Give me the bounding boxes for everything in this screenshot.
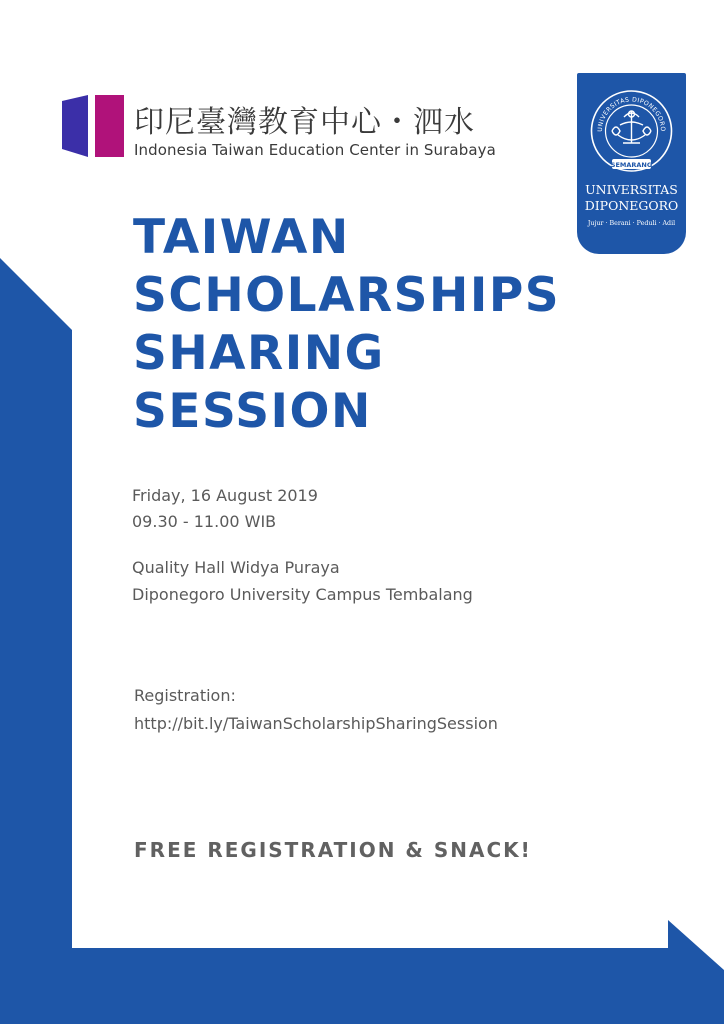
undip-motto: Jujur · Berani · Peduli · Adil <box>587 220 676 227</box>
free-registration-note: FREE REGISTRATION & SNACK! <box>134 838 532 862</box>
registration-label: Registration: <box>134 686 236 705</box>
event-venue-line1: Quality Hall Widya Puraya <box>132 558 340 577</box>
undip-name-line2: DIPONEGORO <box>584 198 679 213</box>
ited-logo <box>62 95 512 165</box>
registration-link[interactable]: http://bit.ly/TaiwanScholarshipSharingSession <box>134 714 498 733</box>
seal-city-text: SEMARANG <box>610 161 653 169</box>
title-line-1: TAIWAN <box>133 210 350 265</box>
seal-ring-text: UNIVERSITAS DIPONEGORO <box>596 96 667 132</box>
title-line-2: SCHOLARSHIPS <box>133 268 561 323</box>
ited-english-name: Indonesia Taiwan Education Center in Surabaya <box>134 141 496 159</box>
undip-logo-badge <box>577 73 686 254</box>
title-line-4: SESSION <box>133 384 372 439</box>
university-seal-icon <box>590 87 673 179</box>
undip-name-line1: UNIVERSITAS <box>585 182 678 197</box>
event-time: 09.30 - 11.00 WIB <box>132 512 277 531</box>
ited-bars-icon <box>62 95 128 161</box>
title-line-3: SHARING <box>133 326 385 381</box>
event-date: Friday, 16 August 2019 <box>132 486 318 505</box>
event-venue-line2: Diponegoro University Campus Tembalang <box>132 585 473 604</box>
ited-chinese-name: 印尼臺灣教育中心・泗水 <box>134 105 475 140</box>
